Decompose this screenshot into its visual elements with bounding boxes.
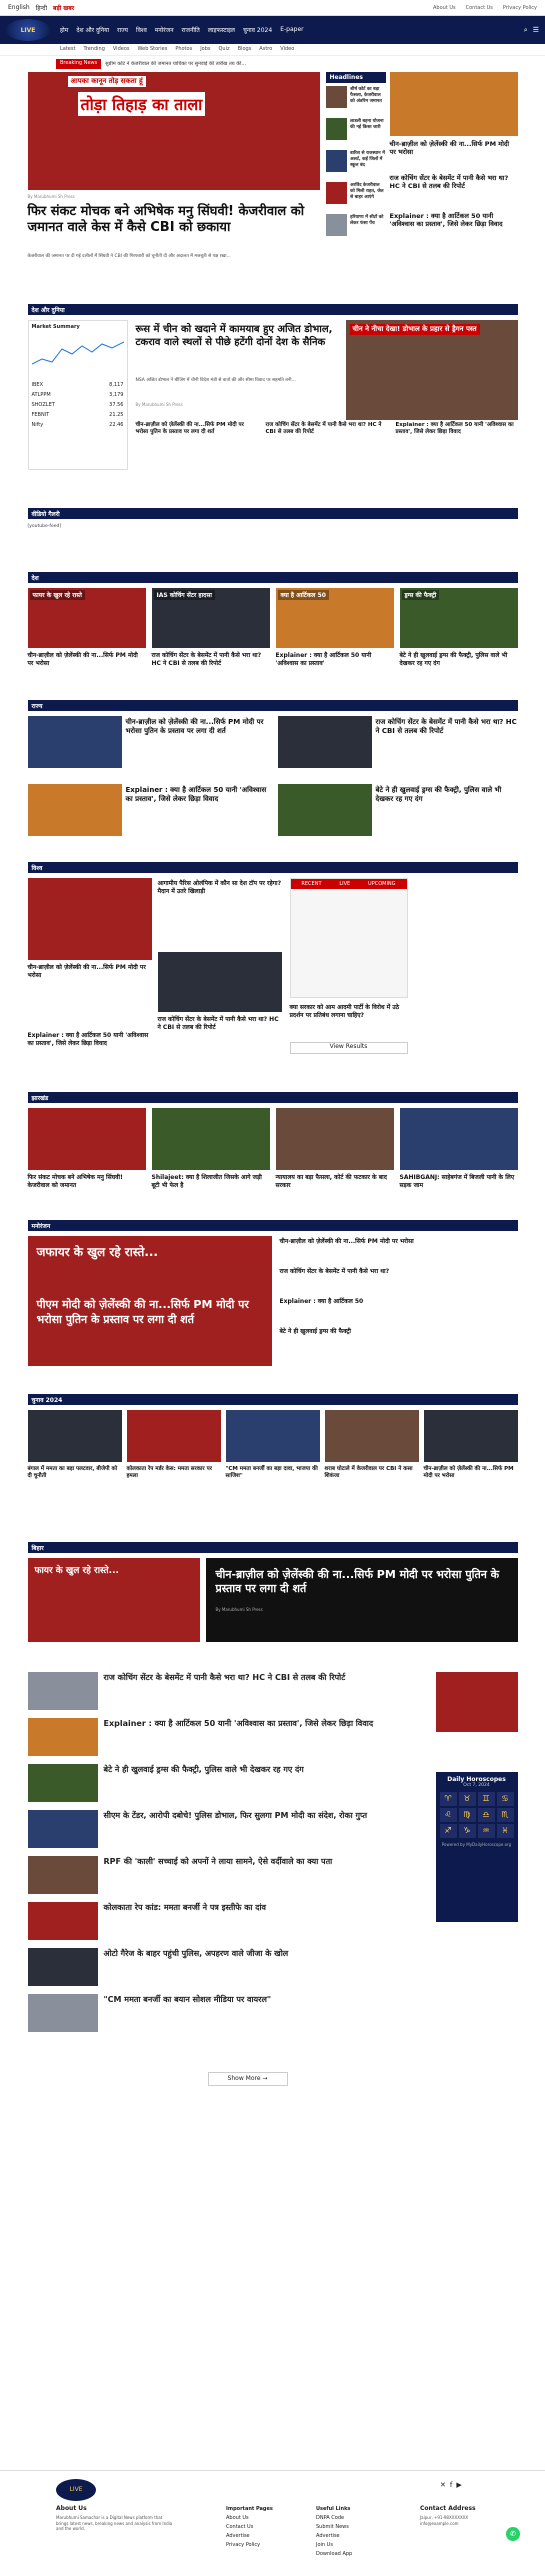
latest-list [28,1672,428,2040]
hero-image-top: आपका कानून तोड़ सकता हूं [68,76,146,87]
subnav-item[interactable]: Blogs [237,46,252,52]
states-title-3[interactable]: Explainer : क्या है आर्टिकल 50 यानी 'अविश्वास का प्रस्ताव', जिसे लेकर छिड़ा विवाद [125,786,267,803]
headline-text: लाडली बहना योजना की नई किस्त जारी [350,119,384,130]
aquarius-icon[interactable]: ♒ [478,1824,495,1838]
featured-side-2[interactable]: राज कोचिंग सेंटर के बेसमेंट में पानी कैसे भरा था? [279,1268,390,1275]
subnav-item[interactable]: Video [280,46,295,52]
libra-icon[interactable]: ♎ [478,1808,495,1822]
nav-entertainment[interactable]: मनोरंजन [154,27,174,34]
tagline: बड़ी खबर [53,4,75,12]
jharkhand-title-2[interactable]: Shilajeet: क्या है शिलाजीत जिसके आगे जड़ी बूटी भी फेल है [151,1174,262,1189]
ticker-row[interactable]: FEBNIT 21.25 [31,412,124,418]
latest-title: ओटो गैरेज के बाहर पहुंची पुलिस, अपहरण वाले जीजा के खोल [103,1949,289,1958]
footer-contact-text: Jaipur, +91-98XXXXXXX info@example.com [420,2515,469,2526]
social-icons [440,2481,462,2489]
contact-link[interactable]: Contact Us [465,4,493,11]
tab-live[interactable]: LIVE [339,881,351,887]
states-image-2[interactable] [278,716,372,768]
hero-image[interactable] [28,72,320,190]
nav-politics[interactable]: राजनीति [181,27,200,34]
cancer-icon[interactable]: ♋ [497,1792,514,1806]
headline-text: हरियाणा में सीटों को लेकर फंसा पेंच [350,215,384,226]
headlines-label: Headlines [326,72,386,83]
subnav-item[interactable]: Trending [83,46,105,52]
side-top-image[interactable] [390,72,518,136]
subnav-item[interactable]: Astro [259,46,273,52]
election-image-5[interactable] [424,1410,518,1462]
subnav-item[interactable]: Latest [60,46,76,52]
facebook-icon[interactable]: f [449,2481,453,2489]
featured-side-4[interactable]: बेटे ने ही खुलवाई ड्रग्स की फैक्ट्री [279,1328,351,1335]
market-widget [28,320,128,470]
states-image-4[interactable] [278,784,372,836]
world-bottom-1[interactable]: चीन-ब्राज़ील को ज़ेलेंस्की की ना...सिर्फ PM मोदी पर भरोसा पुतिन के प्रस्ताव पर लगा दी शर्त [135,422,244,435]
leo-icon[interactable]: ♌ [440,1808,457,1822]
footer-about-title: About Us [56,2505,87,2512]
breaking-label: Breaking News [56,59,101,69]
whatsapp-icon[interactable]: ✆ [506,2527,520,2541]
headline-item[interactable] [326,150,386,176]
nav-world[interactable]: देश और दुनिया [76,27,110,34]
latest-title: "CM ममता बनर्जी का बयान सोशल मीडिया पर वायरल" [103,1995,272,2004]
headline-item[interactable] [326,214,386,240]
bihar-title: चीन-ब्राज़ील को ज़ेलेंस्की की ना...सिर्फ PM मोदी पर भरोसा पुतिन के प्रस्ताव पर लगा दी शर्त [215,1568,500,1596]
world-section-label: देश और दुनिया [28,304,518,315]
headline-thumb [326,118,348,140]
nav-state[interactable]: राज्य [117,27,129,34]
nav-epaper[interactable]: E-paper [280,26,304,33]
election-label: चुनाव 2024 [28,1394,518,1405]
latest-thumb [28,1672,98,1710]
headline-text: शीर्ष कोर्ट का बड़ा फैसला, केजरीवाल को अंतरिम जमानत [350,87,382,104]
capricorn-icon[interactable]: ♑ [459,1824,476,1838]
bihar-image-top: फायर के खुल रहे रास्ते... [34,1566,119,1576]
states-title-2[interactable]: राज कोचिंग सेंटर के बेसमेंट में पानी कैसे भरा था? HC ने CBI से तलब की रिपोर्ट [375,718,517,735]
subnav-item[interactable]: Web Stories [137,46,168,52]
latest-thumb [28,1856,98,1894]
footer-col-1 [226,2505,273,2550]
hero-author: By Marubhumi Sh Press [27,194,75,199]
election-image-2[interactable] [127,1410,221,1462]
language-link[interactable]: English [8,4,30,11]
election-title-3[interactable]: "CM ममता बनर्जी का बड़ा दावा, भाजपा की साजिश" [225,1466,318,1479]
footer-link[interactable]: Contact Us [226,2524,254,2530]
about-link[interactable]: About Us [432,4,456,11]
states-section-label: राज्य [28,700,518,711]
footer-link[interactable]: Submit News [316,2524,349,2530]
election-title-2[interactable]: कोलकाता रेप मर्डर केस: ममता सरकार पर हमला [126,1466,212,1479]
world-news-image-1[interactable] [28,878,152,960]
states-image-3[interactable] [28,784,122,836]
world-news-title-1[interactable]: चीन-ब्राज़ील को ज़ेलेंस्की की ना...सिर्फ PM मोदी पर भरोसा [27,964,146,979]
featured-side-1[interactable]: चीन-ब्राज़ील को ज़ेलेंस्की की ना...सिर्फ PM मोदी पर भरोसा [279,1238,414,1245]
aries-icon[interactable]: ♈ [440,1792,457,1806]
news-row-image-1[interactable]: फायर के खुल रहे रास्ते [28,588,146,648]
headline-text: अरविंद केजरीवाल को मिली राहत, जेल से बाहर आएंगे [350,183,384,200]
main-nav [60,26,304,34]
states-image-1[interactable] [28,716,122,768]
footer-link[interactable]: Join Us [316,2542,333,2548]
nav-election[interactable]: चुनाव 2024 [242,27,273,34]
subnav-item[interactable]: Jobs [200,46,211,52]
hero-title[interactable]: फिर संकट मोचक बने अभिषेक मनु सिंघवी! केजरीवाल को जमानत वाले केस में कैसे CBI को छकाया [27,204,305,236]
top-bar [0,0,545,16]
subnav-item[interactable]: Videos [112,46,130,52]
world-news-title-2[interactable]: राज कोचिंग सेंटर के बेसमेंट में पानी कैसे भरा था? HC ने CBI से तलब की रिपोर्ट [157,1016,279,1031]
latest-item[interactable] [28,1764,428,1806]
side-top-item1[interactable]: चीन-ब्राज़ील को ज़ेलेंस्की की ना...सिर्फ PM मोदी पर भरोसा [389,140,510,157]
latest-title: Explainer : क्या है आर्टिकल 50 यानी 'अविश्वास का प्रस्ताव', जिसे लेकर छिड़ा विवाद [103,1719,374,1728]
headline-thumb [326,182,348,204]
latest-thumb [28,1994,98,2032]
footer-col-title: Important Pages [226,2506,273,2512]
sub-nav [0,44,545,56]
world-news-title-0[interactable]: आगामीय पैरिस ओलंपिक में कौन सा देश टॉप पर रहेगा? मैदान में उतरे खिलाड़ी [157,880,282,895]
jharkhand-title-1[interactable]: फिर संकट मोचक बने अभिषेक मनु सिंघवी! केजरीवाल को जमानत [27,1174,123,1189]
youtube-icon[interactable]: ▶ [456,2481,462,2489]
virgo-icon[interactable]: ♍ [459,1808,476,1822]
footer-logo[interactable]: LIVE [56,2479,96,2501]
headline-text: बारिश से राजस्थान में अलर्ट, कई जिलों में स्कूल बंद [350,151,385,168]
horoscope-footer: Powered by MyDailyHoroscope.org [441,1842,512,1847]
hero-image-caption: तोड़ा तिहाड़ का ताला [78,92,206,116]
side-top-item3[interactable]: Explainer : क्या है आर्टिकल 50 यानी 'अविश्वास का प्रस्ताव', जिसे लेकर छिड़ा विवाद [389,212,503,229]
headline-thumb [326,150,348,172]
footer-contact-title: Contact Address [420,2505,476,2512]
states-title-4[interactable]: बेटे ने ही खुलवाई ड्रग्स की फैक्ट्री, पुलिस वाले भी देखकर रह गए दंग [375,786,502,803]
footer-link[interactable]: Advertise [316,2533,340,2539]
header-icons [524,26,539,35]
footer-link[interactable]: DNPA Code [316,2515,345,2521]
subnav-item[interactable]: Photos [175,46,193,52]
jharkhand-image-1[interactable] [28,1108,146,1170]
latest-thumb [28,1764,98,1802]
ticker-row[interactable]: IBEX 8,117 [31,382,124,388]
election-title-4[interactable]: शराब घोटाले में केजरीवाल पर CBI ने कसा शिकंजा [324,1466,413,1479]
nav-home[interactable]: होम [60,27,69,34]
nav-lifestyle[interactable]: लाइफस्टाइल [207,27,235,34]
footer-link[interactable]: Advertise [226,2533,250,2539]
horoscope-grid [436,1788,518,1842]
world-author: By Marubhumi Sh Press [135,402,183,407]
footer-link[interactable]: Download App [316,2551,353,2557]
world-news-title-3[interactable]: Explainer : क्या है आर्टिकल 50 यानी 'अविश्वास का प्रस्ताव', जिसे लेकर छिड़ा विवाद [27,1032,149,1047]
breaking-ticker [56,59,489,69]
market-sparkline [32,334,124,374]
jharkhand-image-4[interactable] [400,1108,518,1170]
news-row-title-3[interactable]: Explainer : क्या है आर्टिकल 50 यानी 'अविश्वास का प्रस्ताव' [275,652,372,667]
pisces-icon[interactable]: ♓ [497,1824,514,1838]
headlines-list [326,86,386,246]
world-title[interactable]: रूस में चीन को खदाने में कामयाब हुए अजित डोभाल, टकराव वाले स्थलों से पीछे हटेंगी दोनों देश के सैनिक [135,324,333,348]
market-title: Market Summary [31,324,80,330]
jharkhand-image-2[interactable] [152,1108,270,1170]
world-image[interactable] [346,320,518,420]
market-tickers [32,380,124,430]
latest-thumb [28,1810,98,1848]
latest-thumb [28,1948,98,1986]
jharkhand-image-3[interactable] [276,1108,394,1170]
subnav-item[interactable]: Quiz [218,46,230,52]
bihar-label: बिहार [28,1542,518,1553]
videos-section-label: वीडियो गैलरी [28,508,518,519]
news-row-image-2[interactable]: IAS कोचिंग सेंटर हादसा [152,588,270,648]
bihar-image[interactable] [28,1558,200,1642]
footer-col-title: Useful Links [316,2506,351,2512]
jharkhand-label: झारखंड [28,1092,518,1103]
bihar-author: By Marubhumi Sh Press [215,1606,263,1612]
x-icon[interactable]: ✕ [440,2481,446,2489]
headline-item[interactable] [326,118,386,144]
election-image-4[interactable] [325,1410,419,1462]
content [28,72,518,2452]
latest-title: RPF की 'काली' सच्चाई को अपनों ने लाया सामने, ऐसे वर्दीवाले का क्या पता [103,1857,333,1866]
featured-image-top: जफायर के खुल रहे रास्ते... [36,1245,158,1259]
show-more-button[interactable]: Show More → [208,2072,288,2086]
news-row-label: देश [28,572,518,583]
sagittarius-icon[interactable]: ♐ [440,1824,457,1838]
side-top-item2[interactable]: राज कोचिंग सेंटर के बेसमेंट में पानी कैसे भरा था? HC ने CBI से तलब की रिपोर्ट [389,174,509,191]
latest-title: राज कोचिंग सेंटर के बेसमेंट में पानी कैसे भरा था? HC ने CBI से तलब की रिपोर्ट [103,1673,346,1682]
tab-upcoming[interactable]: UPCOMING [368,881,396,887]
world-bottom-3[interactable]: Explainer : क्या है आर्टिकल 50 यानी 'अविश्वास का प्रस्ताव', जिसे लेकर छिड़ा विवाद [395,422,514,435]
news-row-title-1[interactable]: चीन-ब्राज़ील को ज़ेलेंस्की की ना...सिर्फ PM मोदी पर भरोसा [27,652,138,667]
hero-summary: केजरीवाल की जमानत पर दी गई दलीलों में सिंघवी ने CBI की गिरफ्तारी को चुनौती दी और अदालत में मजबूती से पक्ष रखा... [27,254,231,259]
scoreboard-tabs [291,879,407,889]
featured-image[interactable] [28,1236,272,1366]
featured-side-3[interactable]: Explainer : क्या है आर्टिकल 50 [279,1298,364,1305]
language-alt[interactable]: हिन्दी [35,4,48,12]
headline-thumb [326,86,348,108]
news-row-image-3[interactable]: क्या है आर्टिकल 50 [276,588,394,648]
ticker-row[interactable]: Nifty 22.46 [31,422,124,428]
site-logo[interactable]: LIVE [6,19,50,41]
horoscope-title: Daily Horoscopes [447,1776,506,1783]
horoscope-widget [436,1772,518,1922]
footer-link[interactable]: Privacy Policy [226,2542,261,2548]
ticker-row[interactable]: SHOZLET 37.56 [31,402,124,408]
scorpio-icon[interactable]: ♏ [497,1808,514,1822]
latest-item[interactable] [28,1948,428,1990]
footer-col-2 [316,2505,352,2559]
search-icon[interactable]: ⌕ [523,25,528,34]
menu-icon[interactable]: ☰ [532,25,539,34]
world-image-caption: चीन ने नीचा देखा! डोभाल के प्रहार से ड्रैगन पस्त [350,324,480,335]
privacy-link[interactable]: Privacy Policy [502,4,537,11]
view-results-button[interactable]: View Results [290,1042,408,1054]
videos-placeholder: [youtube-feed] [27,524,62,529]
latest-title: कोलकाता रेप कांड: ममता बनर्जी ने पत्र इस्तीफे का दांव [103,1903,267,1912]
scoreboard-widget [290,878,408,998]
headline-item[interactable] [326,182,386,208]
latest-item[interactable] [28,1718,428,1760]
news-row-title-4[interactable]: बेटे ने ही खुलवाई ड्रग्स की फैक्ट्री, पुलिस वाले भी देखकर रह गए दंग [399,652,508,667]
news-row-title-2[interactable]: राज कोचिंग सेंटर के बेसमेंट में पानी कैसे भरा था? HC ने CBI से तलब की रिपोर्ट [151,652,262,667]
tab-recent[interactable]: RECENT [301,881,322,887]
footer-link[interactable]: About Us [226,2515,249,2521]
site-footer [0,2470,545,2560]
world-bottom-2[interactable]: राज कोचिंग सेंटर के बेसमेंट में पानी कैसे भरा था? HC ने CBI से तलब की रिपोर्ट [265,422,382,435]
election-image-3[interactable] [226,1410,320,1462]
election-title-5[interactable]: चीन-ब्राज़ील को ज़ेलेंस्की की ना...सिर्फ PM मोदी पर भरोसा [423,1466,514,1479]
ticker-row[interactable]: ATLPPM 3,179 [31,392,124,398]
nav-global[interactable]: विश्व [136,27,147,34]
latest-item[interactable] [28,1994,428,2036]
poll-section-label: विश्व [28,862,518,873]
jharkhand-title-3[interactable]: न्यायालय का बड़ा फैसला, कोर्ट की फटकार के बाद सरकार [275,1174,387,1189]
top-links [433,5,537,11]
latest-item[interactable] [28,1672,428,1714]
latest-thumb [28,1718,98,1756]
latest-thumb [28,1902,98,1940]
world-news-image-2[interactable] [158,952,282,1012]
breaking-text[interactable]: सुप्रीम कोर्ट ने केजरीवाल की जमानत याचिका पर सुनवाई की तारीख तय की... [105,61,247,67]
latest-item[interactable] [28,1856,428,1898]
featured-image-caption: पीएम मोदी को ज़ेलेंस्की की ना...सिर्फ PM मोदी पर भरोसा पुतिन के प्रस्ताव पर लगा दी शर्त [36,1298,249,1326]
gemini-icon[interactable]: ♊ [478,1792,495,1806]
world-summary: NSA अजित डोभाल ने बीजिंग में चीनी विदेश मंत्री से वार्ता की और सीमा विवाद पर सहमति बनी... [135,378,296,383]
featured-label: मनोरंजन [28,1220,518,1231]
latest-title: सीएम के टेंडर, आरोपी दबोचे! पुलिस डोभाल, फिर सुलगा PM मोदी का संदेश, रोका गुप्त [103,1811,368,1820]
taurus-icon[interactable]: ♉ [459,1792,476,1806]
bihar-title-box[interactable] [206,1558,518,1642]
sidebar-ad[interactable] [436,1672,518,1732]
main-header [0,16,545,44]
election-title-1[interactable]: बंगाल में ममता का बड़ा पलटवार, बीजेपी को दी चुनौती [27,1466,118,1479]
headline-item[interactable] [326,86,386,112]
jharkhand-title-4[interactable]: SAHIBGANJ: साहेबगंज में बिजली पानी के लिए सड़क जाम [399,1174,515,1189]
latest-title: बेटे ने ही खुलवाई ड्रग्स की फैक्ट्री, पुलिस वाले भी देखकर रह गए दंग [103,1765,304,1774]
states-title-1[interactable]: चीन-ब्राज़ील को ज़ेलेंस्की की ना...सिर्फ PM मोदी पर भरोसा पुतिन के प्रस्ताव पर लगा दी शर्त [125,718,264,735]
latest-item[interactable] [28,1810,428,1852]
poll-question: क्या सरकार को आम आदमी पार्टी के विरोध में उठे प्रदर्शन पर प्रतिबंध लगाना चाहिए? [289,1004,400,1019]
latest-item[interactable] [28,1902,428,1944]
horoscope-date: Oct 7, 2024 [463,1783,490,1788]
headline-thumb [326,214,348,236]
news-row-image-4[interactable]: ड्रग्स की फैक्ट्री [400,588,518,648]
footer-about-text: Marubhumi Samachar is a Digital News platform that brings latest news, breaking news and analysis from India and the world. [56,2515,173,2532]
election-image-1[interactable] [28,1410,122,1462]
